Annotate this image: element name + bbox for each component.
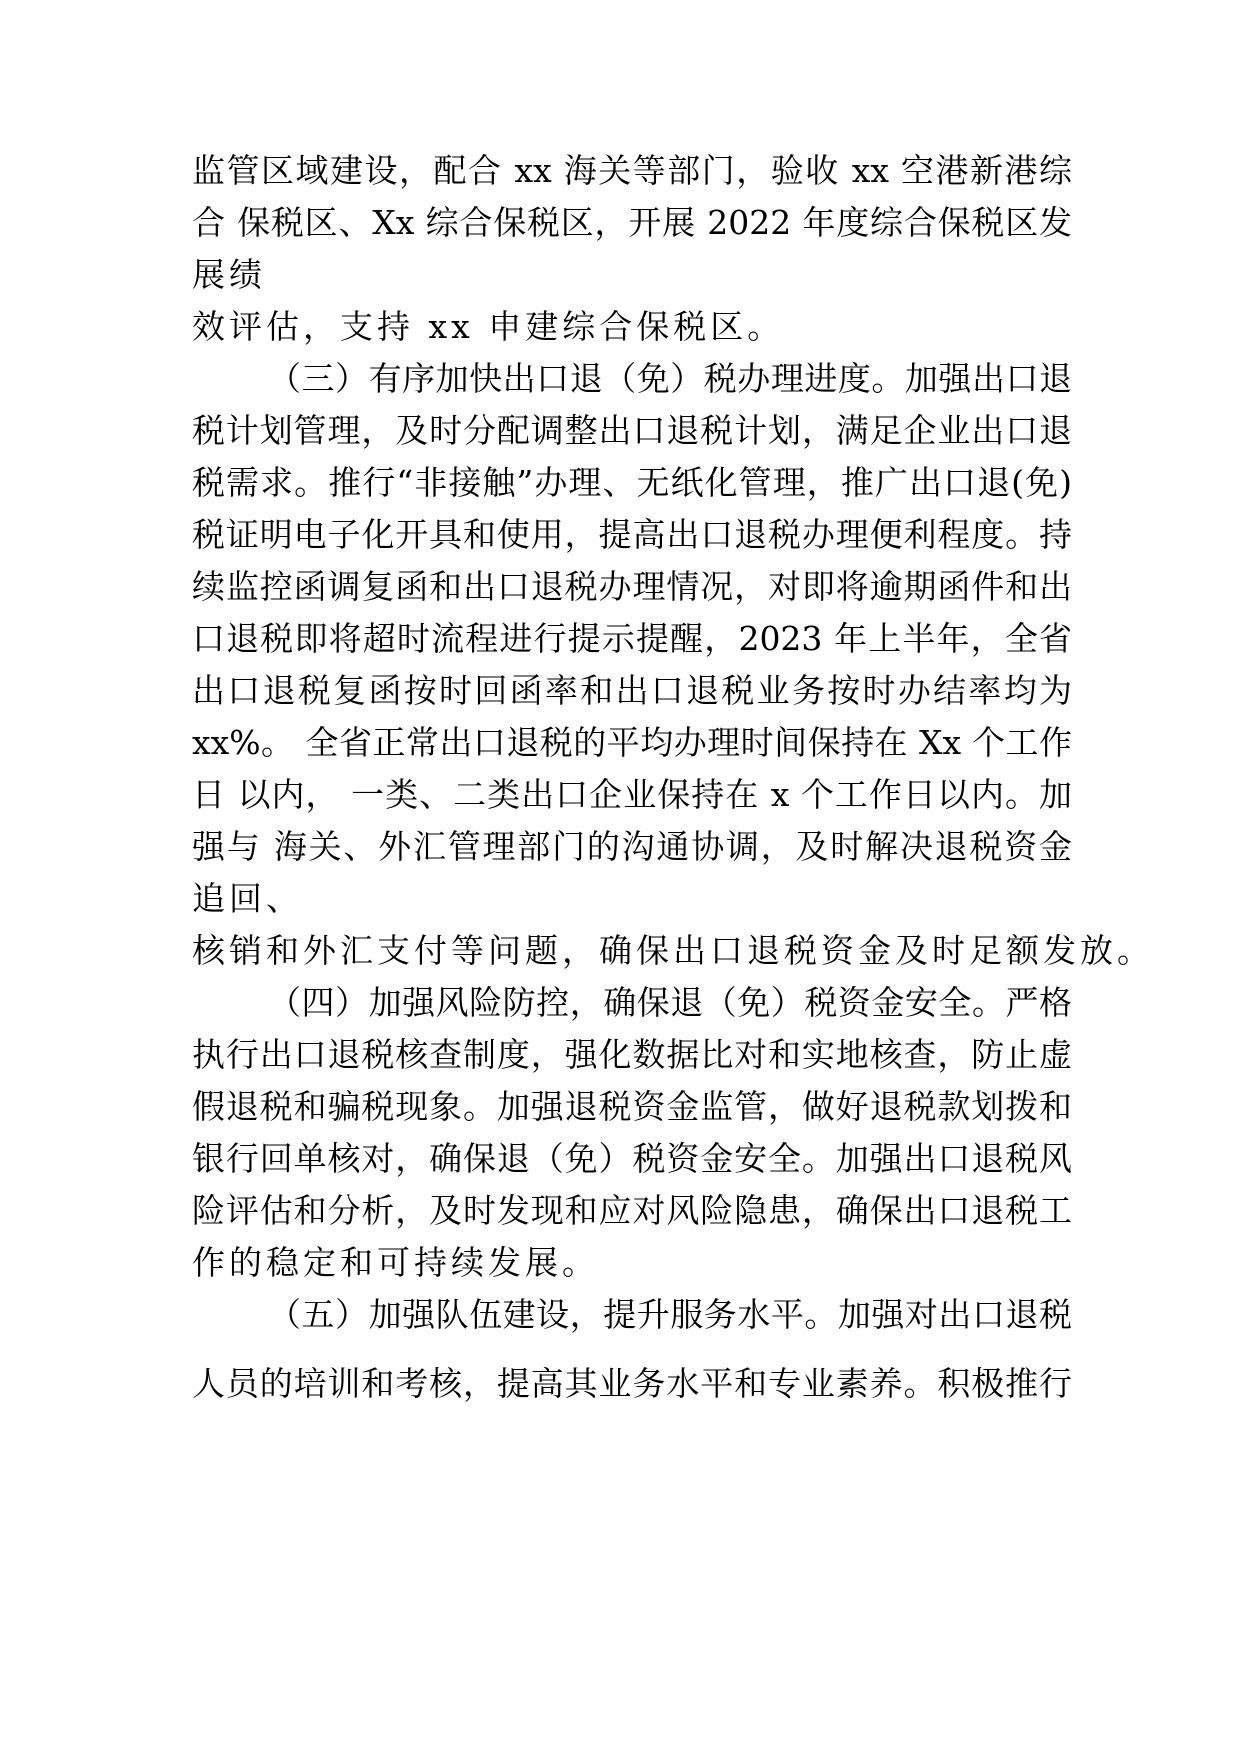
- text-line: 效评估，支持 xx 申建综合保税区。: [192, 307, 785, 346]
- text-line: 税证明电子化开具和使用，提高出口退税办理便利程度。持: [192, 515, 1072, 554]
- text-line: 追回、: [192, 879, 303, 918]
- section-heading-line: （五）加强队伍建设，提升服务水平。加强对出口退税: [268, 1295, 1072, 1334]
- text-line: 监管区域建设，配合 xx 海关等部门，验收 xx 空港新港综: [192, 151, 1072, 190]
- text-line: 续监控函调复函和出口退税办理情况，对即将逾期函件和出: [192, 567, 1072, 606]
- text-line: 强与 海关、外汇管理部门的沟通协调，及时解决退税资金: [192, 827, 1072, 866]
- section-heading-line: （三）有序加快出口退（免）税办理进度。加强出口退: [268, 359, 1072, 398]
- text-line: 人员的培训和考核，提高其业务水平和专业素养。积极推行: [192, 1364, 1072, 1403]
- text-line: 出口退税复函按时回函率和出口退税业务按时办结率均为: [192, 671, 1072, 710]
- text-line: 假退税和骗税现象。加强退税资金监管，做好退税款划拨和: [192, 1087, 1072, 1126]
- text-line: 口退税即将超时流程进行提示提醒，2023 年上半年，全省: [192, 619, 1072, 658]
- text-line: 作的稳定和可持续发展。: [192, 1243, 599, 1282]
- section-heading-line: （四）加强风险防控，确保退（免）税资金安全。严格: [268, 983, 1072, 1022]
- text-line: 执行出口退税核查制度，强化数据比对和实地核查，防止虚: [192, 1035, 1072, 1074]
- text-line: 银行回单核对，确保退（免）税资金安全。加强出口退税风: [192, 1139, 1072, 1178]
- text-line: 税计划管理，及时分配调整出口退税计划，满足企业出口退: [192, 411, 1072, 450]
- text-line: 险评估和分析，及时发现和应对风险隐患，确保出口退税工: [192, 1191, 1072, 1230]
- text-line: 核销和外汇支付等问题，确保出口退税资金及时足额发放。: [192, 931, 1154, 970]
- text-line: 税需求。推行“非接触”办理、无纸化管理，推广出口退(免): [192, 463, 1072, 502]
- text-line: 日 以内， 一类、二类出口企业保持在 x 个工作日以内。加: [192, 775, 1072, 814]
- text-line: 展绩: [192, 255, 266, 294]
- text-line: 合 保税区、Xx 综合保税区，开展 2022 年度综合保税区发: [192, 203, 1072, 242]
- text-line: xx%。 全省正常出口退税的平均办理时间保持在 Xx 个工作: [192, 723, 1072, 762]
